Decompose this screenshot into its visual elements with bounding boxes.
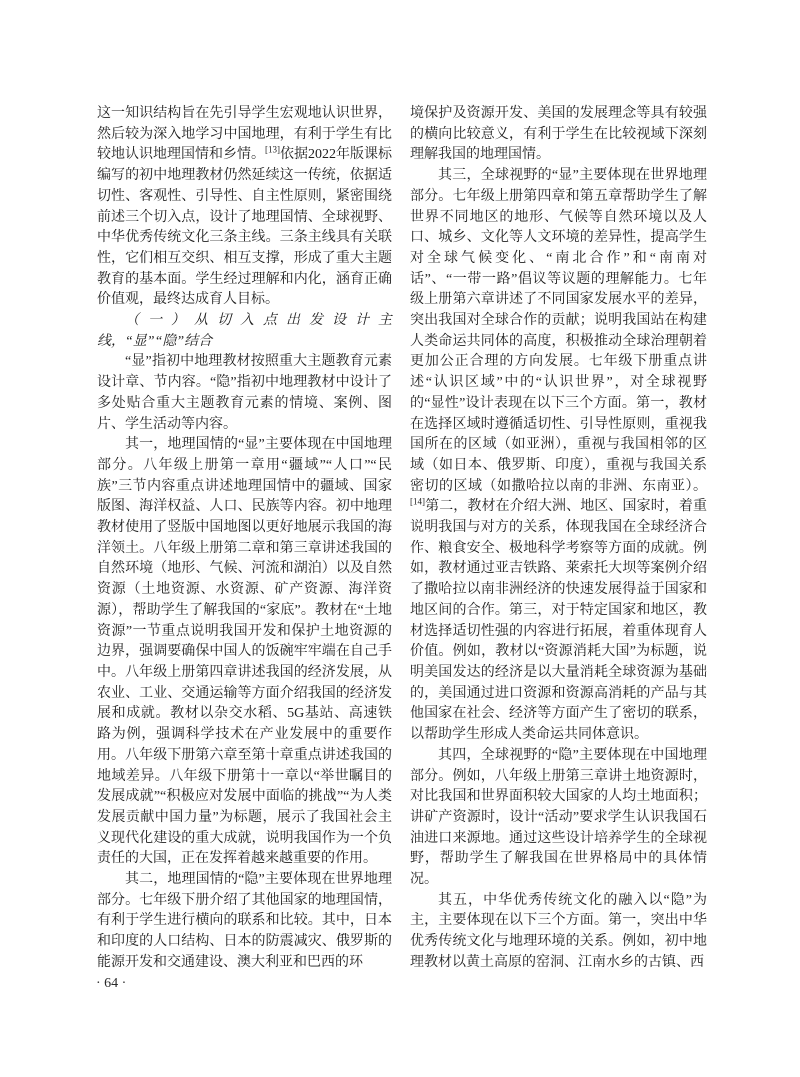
- page-number: · 64 ·: [96, 976, 127, 991]
- paragraph: 其四，全球视野的“隐”主要体现在中国地理部分。例如，八年级上册第三章讲土地资源时，对比我国和世界面积较大国家的人均土地面积；讲矿产资源时，设计“活动”要求学生认识我国石油进口来源地。通过这些设计培养学生的全球视野，帮助学生了解我国在世界格局中的具体情况。: [410, 747, 707, 888]
- section-heading: （一）从切入点出发设计主线，“显”“隐”结合: [97, 313, 392, 349]
- footnote-reference: [13]: [265, 144, 280, 155]
- paragraph: “显”指初中地理教材按照重大主题教育元素设计章、节内容。“隐”指初中地理教材中设计了多处贴合重大主题教育元素的情境、案例、图片、学生活动等内容。: [97, 354, 392, 432]
- paragraph: 其三，全球视野的“显”主要体现在世界地理部分。七年级上册第四章和第五章帮助学生了解世界不同地区的地形、气候等自然环境以及人口、城乡、文化等人文环境的差异性，提高学生对全球气候变化、“南北合作”和“南南对话”、“一带一路”倡议等议题的理解能力。七年级上册第六章讲述了不同国家发展水平的差异，突出我国对全球合作的贡献；说明我国站在构建人类命运共同体的高度，积极推动全球治理朝着更加公正合理的方向发展。七年级下册重点讲述“认识区域”中的“认识世界”，对全球视野的“显性”设计表现在以下三个方面。第一，教材在选择区域时遵循适切性、引导性原则，重视我国所在的区域（如亚洲），重视与我国相邻的区域（如日本、俄罗斯、印度），重视与我国关系密切的区域（如撒哈拉以南的非洲、东南亚）。[14]第二，教材在介绍大洲、地区、国家时，着重说明我国与对方的关系，体现我国在全球经济合作、粮食安全、极地科学考察等方面的成就。例如，教材通过亚吉铁路、莱索托大坝等案例介绍了撒哈拉以南非洲经济的快速发展得益于国家和地区间的合作。第三，对于特定国家和地区，教材选择适切性强的内容进行拓展，着重体现育人价值。例如，教材以“资源消耗大国”为标题，说明美国发达的经济是以大量消耗全球资源为基础的，美国通过进口资源和资源高消耗的产品与其他国家在社会、经济等方面产生了密切的联系，以帮助学生形成人类命运共同体意识。: [410, 168, 707, 743]
- paragraph: 其二，地理国情的“隐”主要体现在世界地理部分。七年级下册介绍了其他国家的地理国情，有利于学生进行横向的联系和比较。其中，日本和印度的人口结构、日本的防震减灾、俄罗斯的能源开发和交通建设、澳大利亚和巴西的环: [97, 872, 392, 970]
- paragraph: 其五，中华优秀传统文化的融入以“隐”为主，主要体现在以下三个方面。第一，突出中华优秀传统文化与地理环境的关系。例如，初中地理教材以黄土高原的窑洞、江南水乡的古镇、西: [410, 892, 707, 970]
- text-column-right: [410, 104, 707, 974]
- footnote-reference: [14]: [410, 496, 425, 507]
- paragraph: 其一，地理国情的“显”主要体现在中国地理部分。八年级上册第一章用“疆域”“人口”“民族”三节内容重点讲述地理国情中的疆域、国家版图、海洋权益、人口、民族等内容。初中地理教材使用了竖版中国地图以更好地展示我国的海洋领土。八年级上册第二章和第三章讲述我国的自然环境（地形、气候、河流和湖泊）以及自然资源（土地资源、水资源、矿产资源、海洋资源），帮助学生了解我国的“家底”。教材在“土地资源”一节重点说明我国开发和保护土地资源的边界，强调要确保中国人的饭碗牢牢端在自己手中。八年级上册第四章讲述我国的经济发展，从农业、工业、交通运输等方面介绍我国的经济发展和成就。教材以杂交水稻、5G基站、高速铁路为例，强调科学技术在产业发展中的重要作用。八年级下册第六章至第十章重点讲述我国的地域差异。八年级下册第十一章以“举世瞩目的发展成就”“积极应对发展中面临的挑战”“为人类发展贡献中国力量”为标题，展示了我国社会主义现代化建设的重大成就，说明我国作为一个负责任的大国，正在发挥着越来越重要的作用。: [97, 437, 392, 867]
- text-column-left: [97, 104, 392, 974]
- paragraph: 这一知识结构旨在先引导学生宏观地认识世界，然后较为深入地学习中国地理，有利于学生有比较地认识地理国情和乡情。[13]依据2022年版课标编写的初中地理教材仍然延续这一传统，依据适切性、客观性、引导性、自主性原则，紧密围绕前述三个切入点，设计了地理国情、全球视野、中华优秀传统文化三条主线。三条主线具有关联性，它们相互交织、相互支撑，形成了重大主题教育的基本面。学生经过理解和内化，涵育正确价值观，最终达成育人目标。: [97, 106, 392, 308]
- paragraph: 境保护及资源开发、美国的发展理念等具有较强的横向比较意义，有利于学生在比较视域下深刻理解我国的地理国情。: [410, 106, 707, 163]
